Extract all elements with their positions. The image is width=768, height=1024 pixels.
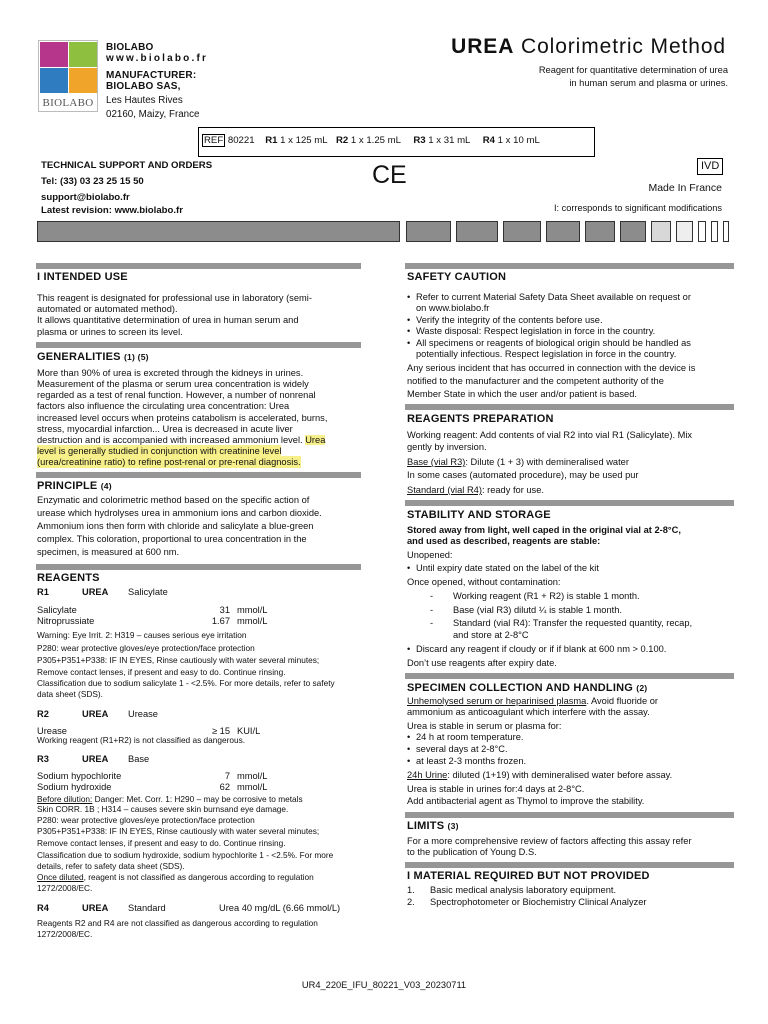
- reagent-code: R2: [37, 709, 49, 719]
- reagent-code: R3: [37, 754, 49, 764]
- text-line: Ammonium ions then form with chloride and salicylate a blue-green: [37, 521, 314, 531]
- generalities-title: GENERALITIES (1) (5): [37, 351, 149, 363]
- dash-item: -: [430, 605, 434, 615]
- company-website: www.biolabo.fr: [106, 53, 209, 64]
- bullet-item: • 24 h at room temperature.: [416, 731, 524, 743]
- reagent-name: UREA: [82, 903, 109, 913]
- text-line: More than 90% of urea is excreted through the kidneys in urines.: [37, 368, 304, 378]
- highlighted-text: level is generally studied in conjunction with creatinine level: [37, 446, 282, 456]
- document-title: UREA Colorimetric Method: [451, 35, 726, 58]
- text-line: and used as described, reagents are stable:: [407, 536, 601, 546]
- subtitle-line-2: in human serum and plasma or urines.: [569, 78, 728, 88]
- text-line: Working reagent (R1 + R2) is stable 1 month.: [453, 591, 640, 601]
- warning-line: data sheet (SDS).: [37, 689, 103, 699]
- text-line: Any serious incident that has occurred in connection with the device is: [407, 363, 696, 373]
- warning-line: P305+P351+P338: IF IN EYES, Rinse cautiously with water several minutes;: [37, 655, 320, 665]
- text-line: regarded as a test of renal function. However, a number of nonrenal: [37, 390, 316, 400]
- text-line: Stored away from light, well caped in the original vial at 2-8°C,: [407, 525, 681, 535]
- support-title: TECHNICAL SUPPORT AND ORDERS: [41, 160, 213, 171]
- stability-title: STABILITY AND STORAGE: [407, 509, 551, 521]
- subtitle-line-1: Reagent for quantitative determination of urea: [538, 65, 728, 75]
- warning-line: Once diluted, reagent is not classified as dangerous according to regulation: [37, 872, 314, 882]
- warning-line: Before dilution: Danger: Met. Corr. 1: H290 – may be corrosive to metals: [37, 794, 303, 804]
- component-value: 31: [219, 605, 230, 615]
- reagent-code: R1: [37, 587, 49, 597]
- preparation-title: REAGENTS PREPARATION: [407, 413, 554, 425]
- warning-line: Remove contact lenses, if present and easy to do. Continue rinsing.: [37, 838, 286, 848]
- bullet-item: • All specimens or reagents of biological origin should be handled as: [416, 337, 691, 349]
- ref-label: REF: [204, 135, 224, 146]
- reagent-code: R4: [37, 903, 49, 913]
- list-item: Basic medical analysis laboratory equipment.: [430, 885, 617, 895]
- component-name: Sodium hypochlorite: [37, 771, 122, 781]
- section-bar: [36, 342, 361, 348]
- component-name: Nitroprussiate: [37, 616, 95, 626]
- made-in-france: Made In France: [648, 182, 722, 194]
- text-line: stress, myocardial infarction... Urea is decreased in acute liver: [37, 424, 293, 434]
- text-line: Urea is stable in serum or plasma for:: [407, 721, 562, 731]
- text-line: Unhemolysed serum or heparinised plasma. Avoid fluoride or: [407, 696, 658, 706]
- dash-item: -: [430, 618, 434, 628]
- text-line: and store at 2-8°C: [453, 630, 529, 640]
- text-line: Urea is stable in urines for:4 days at 2-8°C.: [407, 784, 585, 794]
- component-value: 7: [224, 771, 230, 781]
- warning-line: Classification due to sodium hydroxide, sodium hypochlorite 1 - <2.5%. For more: [37, 850, 334, 860]
- text-line: Member State in which the user and/or patient is based.: [407, 389, 637, 399]
- logo-text: BIOLABO: [42, 97, 94, 109]
- ivd-label: IVD: [697, 158, 723, 175]
- text-line: increased level occurs when proteins catabolism is accelerated, burns,: [37, 413, 328, 423]
- warning-line: Warning: Eye Irrit. 2: H319 – causes serious eye irritation: [37, 630, 247, 640]
- warning-line: P280: wear protective gloves/eye protection/face protection: [37, 815, 255, 825]
- text-line: This reagent is designated for professional use in laboratory (semi-: [37, 293, 312, 303]
- reagent-desc: Urease: [128, 709, 158, 719]
- text-line: In some cases (automated procedure), may be used pur: [407, 470, 639, 480]
- reagent-name: UREA: [82, 587, 109, 597]
- text-line: complex. This coloration, proportional to urea concentration in the: [37, 534, 307, 544]
- text-line: Standard (vial R4): ready for use.: [407, 485, 544, 495]
- component-name: Salicylate: [37, 605, 77, 615]
- warning-line: P280: wear protective gloves/eye protection/face protection: [37, 643, 255, 653]
- ce-mark-icon: CE: [372, 161, 407, 189]
- section-bar: [405, 263, 734, 269]
- text-line: specimen, is measured at 600 nm.: [37, 547, 180, 557]
- list-number: 2.: [407, 897, 415, 907]
- text-line: Base (vial R3): Dilute (1 + 3) with demineralised water: [407, 457, 629, 467]
- text-line: 24h Urine: diluted (1+19) with demineralised water before assay.: [407, 770, 673, 780]
- section-bar: [405, 862, 734, 868]
- section-bar: [405, 812, 734, 818]
- standard-value: Urea 40 mg/dL (6.66 mmol/L): [219, 903, 341, 913]
- component-unit: mmol/L: [237, 605, 268, 615]
- text-line: For a more comprehensive review of factors affecting this assay refer: [407, 836, 692, 846]
- text-line: Enzymatic and colorimetric method based on the specific action of: [37, 495, 310, 505]
- bullet-item: • at least 2-3 months frozen.: [416, 755, 526, 767]
- manufacturer-label: MANUFACTURER:: [106, 70, 197, 81]
- specimen-title: SPECIMEN COLLECTION AND HANDLING (2): [407, 682, 648, 694]
- biolabo-logo: [38, 40, 98, 112]
- text-line: Standard (vial R4): Transfer the requested quantity, recap,: [453, 618, 693, 628]
- material-title: I MATERIAL REQUIRED BUT NOT PROVIDED: [407, 870, 650, 882]
- text-line: factors also influence the circulating urea concentration: Urea: [37, 401, 290, 411]
- intended-use-title: I INTENDED USE: [37, 271, 128, 283]
- component-name: Sodium hydroxide: [37, 782, 112, 792]
- safety-title: SAFETY CAUTION: [407, 271, 507, 283]
- footer-code: UR4_220E_IFU_80221_V03_20230711: [301, 980, 467, 990]
- text-line: Measurement of the plasma or serum urea concentration is widely: [37, 379, 309, 389]
- reagents-title: REAGENTS: [37, 572, 100, 584]
- section-bar: [36, 263, 361, 269]
- company-name: BIOLABO: [106, 42, 154, 53]
- component-name: Urease: [37, 726, 67, 736]
- reagent-desc: Base: [128, 754, 150, 764]
- warning-line: 1272/2008/EC.: [37, 929, 93, 939]
- section-bar: [405, 673, 734, 679]
- reference-box: REF 80221 R1 1 x 125 mL R2 1 x 1.25 mL R3 1 x 31 mL R4 1 x 10 mL: [198, 127, 595, 157]
- section-bar: [36, 472, 361, 478]
- text-line: destruction and is accompanied with increased ammonium level. Urea: [37, 435, 326, 445]
- component-unit: KUI/L: [237, 726, 261, 736]
- reagent-name: UREA: [82, 709, 109, 719]
- principle-title: PRINCIPLE (4): [37, 480, 112, 492]
- section-bar: [36, 564, 361, 570]
- text-line: plasma or urines to screen its level.: [37, 327, 183, 337]
- warning-line: 1272/2008/EC.: [37, 883, 93, 893]
- warning-line: Classification due to sodium salicylate 1 - <2.5%. For more details, refer to safety: [37, 678, 335, 688]
- warning-line: Skin CORR. 1B ; H314 – causes severe skin burnsand eye damage.: [37, 804, 289, 814]
- text-line: automated or automated method).: [37, 304, 178, 314]
- component-value: ≥ 15: [211, 726, 230, 736]
- warning-line: details, refer to safety data sheet (SDS).: [37, 861, 185, 871]
- highlighted-text: (urea/creatinine ratio) to refine post-renal or pre-renal diagnosis.: [37, 457, 301, 467]
- reagent-name: UREA: [82, 754, 109, 764]
- bullet-item: • Until expiry date stated on the label of the kit: [416, 562, 599, 574]
- bullet-item: • Refer to current Material Safety Data Sheet available on request or: [416, 291, 691, 303]
- support-email: support@biolabo.fr: [41, 192, 130, 203]
- limits-title: LIMITS (3): [407, 820, 459, 832]
- bullet-item: • Verify the integrity of the contents before use.: [416, 314, 603, 326]
- warning-line: Reagents R2 and R4 are not classified as dangerous according to regulation: [37, 918, 318, 928]
- dash-item: -: [430, 591, 434, 601]
- bullet-item: • Discard any reagent if cloudy or if if blank at 600 nm > 0.100.: [416, 643, 666, 655]
- text-line: It allows quantitative determination of urea in human serum and: [37, 315, 299, 325]
- text-line: notified to the manufacturer and the competent authority of the: [407, 376, 664, 386]
- address-line-1: Les Hautes Rives: [106, 95, 183, 106]
- text-line: Working reagent: Add contents of vial R2 into vial R1 (Salicylate). Mix: [407, 430, 693, 440]
- reagent-desc: Standard: [128, 903, 166, 913]
- address-line-2: 02160, Maizy, France: [106, 109, 200, 120]
- text-line: Base (vial R3) dilutd ¼ is stable 1 month.: [453, 605, 622, 615]
- component-unit: mmol/L: [237, 616, 268, 626]
- text-line: Unopened:: [407, 550, 453, 560]
- component-value: 1.67: [211, 616, 230, 626]
- manufacturer-name: BIOLABO SAS,: [106, 81, 181, 92]
- text-line: urease which hydrolyses urea in ammonium ions and carbon dioxide.: [37, 508, 322, 518]
- component-value: 62: [219, 782, 230, 792]
- warning-line: P305+P351+P338: IF IN EYES, Rinse cautiously with water several minutes;: [37, 826, 320, 836]
- list-item: Spectrophotometer or Biochemistry Clinical Analyzer: [430, 897, 647, 907]
- latest-revision: Latest revision: www.biolabo.fr: [41, 205, 183, 216]
- ref-number: 80221: [227, 135, 255, 146]
- section-bar: [405, 404, 734, 410]
- warning-line: Working reagent (R1+R2) is not classified as dangerous.: [37, 735, 246, 745]
- component-unit: mmol/L: [237, 771, 268, 781]
- reagent-desc: Salicylate: [128, 587, 168, 597]
- text-line: ammonium as anticoagulant which interfere with the assay.: [407, 707, 650, 717]
- list-number: 1.: [407, 885, 415, 895]
- component-unit: mmol/L: [237, 782, 268, 792]
- text-line: on www.biolabo.fr: [416, 303, 490, 313]
- warning-line: Remove contact lenses, if present and easy to do. Continue rinsing.: [37, 667, 286, 677]
- text-line: Once opened, without contamination:: [407, 577, 561, 587]
- bullet-item: • several days at 2-8°C.: [416, 743, 508, 755]
- text-line: to the publication of Young D.S.: [407, 847, 537, 857]
- text-line: gently by inversion.: [407, 442, 487, 452]
- text-line: Add antibacterial agent as Thymol to improve the stability.: [407, 796, 645, 806]
- support-phone: Tel: (33) 03 23 25 15 50: [41, 176, 144, 187]
- modification-note: I: corresponds to significant modifications: [553, 203, 722, 213]
- section-bar: [405, 500, 734, 506]
- text-line: Don’t use reagents after expiry date.: [407, 658, 557, 668]
- bullet-item: • Waste disposal: Respect legislation in force in the country.: [416, 325, 655, 337]
- text-line: potentially infectious. Respect legislation in force in the country.: [416, 349, 677, 359]
